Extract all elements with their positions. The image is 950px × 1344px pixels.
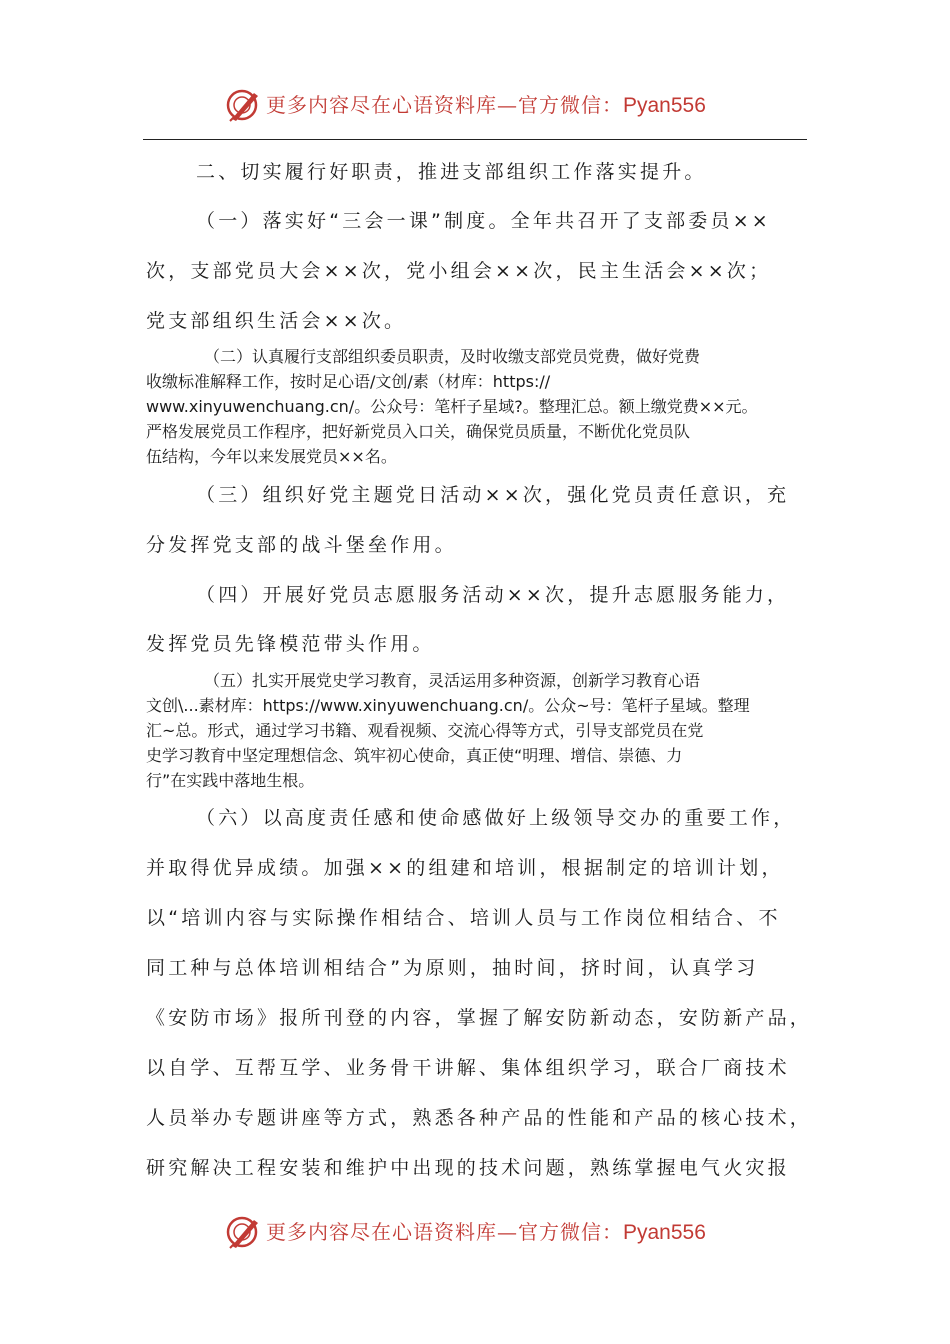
header-rule [143, 139, 807, 140]
paragraph-line: 严格发展党员工作程序，把好新党员入口关，确保党员质量，不断优化党员队 [146, 422, 691, 441]
paragraph-line: 党支部组织生活会××次。 [146, 310, 407, 332]
paragraph-line: www.xinyuwenchuang.cn/。公众号：笔杆子星域?。整理汇总。额上缴党费××元。 [146, 397, 758, 416]
paragraph-line: 史学习教育中坚定理想信念、筑牢初心使命，真正使“明理、增信、崇德、力 [146, 746, 683, 765]
paragraph-heading-2: 二、切实履行好职责，推进支部组织工作落实提升。 [196, 161, 707, 183]
pen-logo-icon [224, 87, 264, 123]
banner-text: 更多内容尽在心语资料库—官方微信：Pyan556 [266, 93, 706, 117]
paragraph-line: （一）落实好“三会一课”制度。全年共召开了支部委员×× [196, 210, 771, 232]
paragraph-line: （六）以高度责任感和使命感做好上级领导交办的重要工作， [196, 807, 796, 829]
pen-logo-icon [224, 1214, 264, 1250]
paragraph-line: 同工种与总体培训相结合”为原则，抽时间，挤时间，认真学习 [146, 957, 759, 979]
paragraph-line: 研究解决工程安装和维护中出现的技术问题，熟练掌握电气火灾报 [146, 1157, 790, 1179]
paragraph-line: 《安防市场》报所刊登的内容，掌握了解安防新动态，安防新产品， [146, 1007, 813, 1029]
paragraph-line: 文创\...素材库：https://www.xinyuwenchuang.cn/。公众~号：笔杆子星域。整理 [146, 696, 750, 715]
paragraph-line: （三）组织好党主题党日活动××次，强化党员责任意识，充 [196, 484, 790, 506]
paragraph-line: 人员举办专题讲座等方式，熟悉各种产品的性能和产品的核心技术， [146, 1107, 813, 1129]
banner-text: 更多内容尽在心语资料库—官方微信：Pyan556 [266, 1220, 706, 1244]
paragraph-line: （四）开展好党员志愿服务活动××次，提升志愿服务能力， [196, 584, 790, 606]
paragraph-line: 行”在实践中落地生根。 [146, 771, 315, 790]
paragraph-line: 汇~总。形式，通过学习书籍、观看视频、交流心得等方式，引导支部党员在党 [146, 721, 704, 740]
header-banner [0, 83, 950, 127]
paragraph-line: 收缴标准解释工作，按时足心语/文创/素（材库：https:// [146, 372, 551, 391]
paragraph-line: 以“培训内容与实际操作相结合、培训人员与工作岗位相结合、不 [146, 907, 781, 929]
paragraph-line: （二）认真履行支部组织委员职责，及时收缴支部党员党费，做好党费 [204, 347, 701, 366]
paragraph-line: （五）扎实开展党史学习教育，灵活运用多种资源，创新学习教育心语 [204, 671, 701, 690]
paragraph-line: 以自学、互帮互学、业务骨干讲解、集体组织学习，联合厂商技术 [146, 1057, 790, 1079]
paragraph-small-2 [146, 344, 810, 469]
footer-banner [0, 1210, 950, 1254]
paragraph-line: 并取得优异成绩。加强××的组建和培训，根据制定的培训计划， [146, 857, 784, 879]
paragraph-line: 分发挥党支部的战斗堡垒作用。 [146, 534, 457, 556]
paragraph-line: 发挥党员先锋模范带头作用。 [146, 633, 435, 655]
paragraph-line: 次，支部党员大会××次，党小组会××次，民主生活会××次； [146, 260, 772, 282]
paragraph-line: 伍结构，今年以来发展党员××名。 [146, 447, 397, 466]
paragraph-small-5 [146, 668, 810, 793]
